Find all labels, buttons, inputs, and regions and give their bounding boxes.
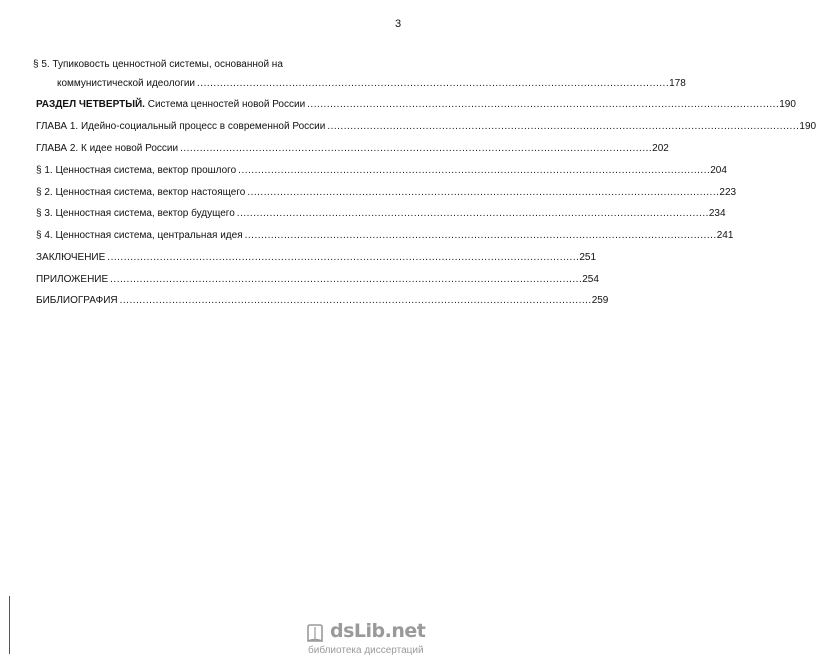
- toc-leader: ................................................................................................................................................: [307, 99, 780, 110]
- toc-entry-title: Система ценностей новой России: [147, 99, 306, 110]
- toc-leader: ................................................................................................................................................: [197, 78, 670, 89]
- toc-leader: ................................................................................................................................................: [327, 121, 800, 132]
- toc-entry-title: ГЛАВА 1. Идейно-социальный процесс в современной России: [36, 121, 326, 132]
- toc-entry-title: § 2. Ценностная система, вектор настоящего: [36, 187, 246, 198]
- toc-entry: [36, 164, 727, 178]
- toc-page-number: 223: [719, 187, 737, 198]
- toc-section-heading: РАЗДЕЛ ЧЕТВЕРТЫЙ.: [36, 99, 145, 110]
- toc-entry-title: ПРИЛОЖЕНИЕ: [36, 274, 109, 285]
- toc-page-number: 251: [579, 252, 597, 263]
- toc-entry: [36, 120, 816, 134]
- toc-entry-title: § 3. Ценностная система, вектор будущего: [36, 208, 235, 219]
- toc-entry: [36, 273, 599, 287]
- toc-page-number: 234: [708, 208, 726, 219]
- toc-page-number: 178: [669, 78, 686, 89]
- toc-page-number: 254: [582, 274, 599, 285]
- toc-leader: ................................................................................................................................................: [236, 208, 709, 219]
- dslib-logo-icon: [304, 622, 326, 644]
- page-number: 3: [395, 18, 402, 30]
- watermark-tagline: библиотека диссертаций: [308, 645, 424, 656]
- toc-entry-title: ЗАКЛЮЧЕНИЕ: [36, 252, 106, 263]
- toc-leader: ................................................................................................................................................: [119, 295, 592, 306]
- toc-entry: [33, 58, 389, 72]
- scan-edge-mark: [9, 596, 10, 654]
- watermark: [304, 622, 444, 662]
- toc-entry: [36, 294, 609, 308]
- toc-page-number: 241: [716, 230, 734, 241]
- toc-entry: [36, 229, 734, 243]
- toc-entry-title: коммунистической идеологии: [57, 78, 196, 89]
- toc-page-number: 190: [779, 99, 796, 110]
- toc-entry: [36, 207, 726, 221]
- toc-leader: ................................................................................................................................................: [110, 274, 583, 285]
- toc-leader: ................................................................................................................................................: [238, 165, 711, 176]
- toc-leader: ................................................................................................................................................: [107, 252, 580, 263]
- toc-leader: ................................................................................................................................................: [180, 143, 653, 154]
- toc-entry-title: БИБЛИОГРАФИЯ: [36, 295, 118, 306]
- toc-leader: ................................................................................................................................................: [247, 187, 720, 198]
- toc-page-number: 204: [710, 165, 727, 176]
- toc-page-number: 202: [652, 143, 669, 154]
- toc-page-number: 190: [799, 121, 816, 132]
- toc-entry-title: § 5. Тупиковость ценностной системы, основанной на: [33, 59, 283, 70]
- toc-entry: [36, 251, 597, 265]
- toc-entry: [36, 186, 737, 200]
- toc-entry: [57, 77, 686, 91]
- toc-entry-title: § 1. Ценностная система, вектор прошлого: [36, 165, 237, 176]
- toc-entry-title: § 4. Ценностная система, центральная идея: [36, 230, 243, 241]
- watermark-brand: dsLib.net: [330, 620, 426, 642]
- toc-leader: ................................................................................................................................................: [244, 230, 717, 241]
- toc-section-entry: [36, 98, 796, 112]
- toc-entry-title: ГЛАВА 2. К идее новой России: [36, 143, 179, 154]
- toc-entry-title-group: [36, 98, 305, 112]
- toc-page-number: 259: [591, 295, 609, 306]
- toc-entry: [36, 142, 669, 156]
